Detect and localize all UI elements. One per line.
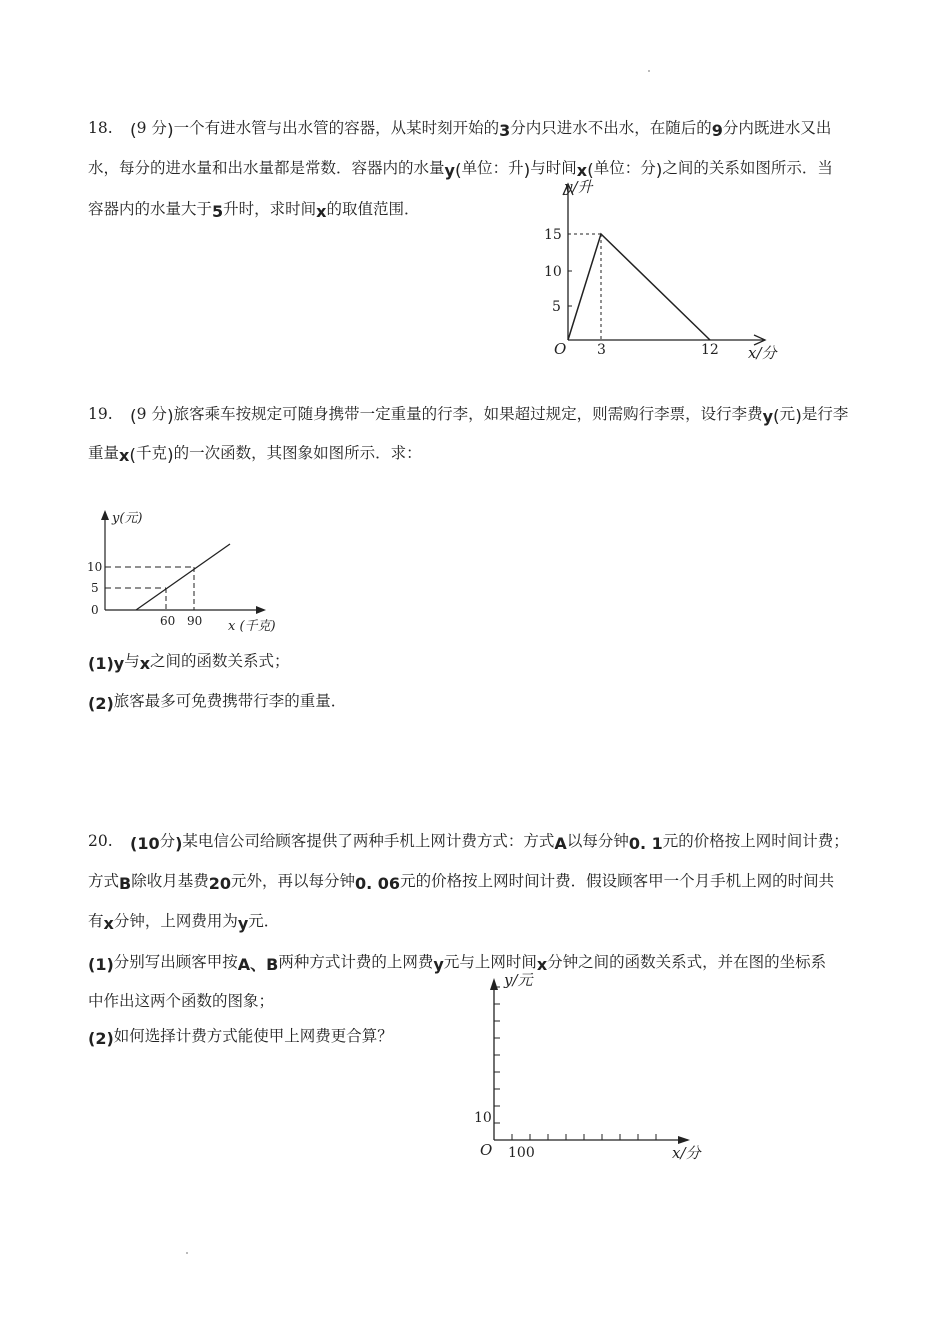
q18-x-label: x/分 [748, 344, 777, 362]
q19-line-1: 19. (9 分)旅客乘车按规定可随身携带一定重量的行李，如果超过规定，则需购行李票，设行李费y(元)是行李 [88, 405, 849, 427]
q20-sub-2: (2)如何选择计费方式能使甲上网费更合算？ [88, 1027, 393, 1048]
q20-chart [466, 968, 716, 1168]
q20-x-arrow [678, 1136, 690, 1144]
q18-score: 9 分 [136, 119, 167, 137]
q18-line-3: 容器内的水量大于5升时，求时间x的取值范围． [88, 200, 420, 221]
q19-graph-line [136, 544, 230, 610]
q19-chart [84, 506, 284, 638]
q20-line-1: 20. (10分)某电信公司给顾客提供了两种手机上网计费方式：方式A以每分钟0. 1元的价格按上网时间计费； [88, 832, 849, 853]
q20-number: 20. [88, 832, 113, 850]
q19-score: 9 分 [136, 405, 167, 423]
q19-ytick-label: 10 [87, 560, 103, 574]
q18-xtick-label: 3 [597, 342, 606, 358]
q18-ytick-label: 5 [552, 299, 561, 315]
q19-x-arrow [256, 606, 266, 614]
q20-ytick-label: 10 [474, 1110, 492, 1126]
q18-origin: O [554, 340, 567, 358]
q18-xtick-label: 12 [701, 342, 719, 358]
q19-line-2: 重量x(千克)的一次函数，其图象如图所示．求： [88, 444, 422, 466]
q20-y-arrow [490, 978, 498, 990]
q18-line-2: 水，每分的进水量和出水量都是常数．容器内的水量y(单位：升)与时间x(单位：分)之间的关系如图所示．当 [88, 159, 833, 181]
q20-score: 10 [137, 834, 160, 853]
page-speck [186, 1252, 188, 1254]
q20-line-2: 方式B除收月基费20元外，再以每分钟0. 06元的价格按上网时间计费．假设顾客甲一个月手机上网的时间共 [88, 872, 835, 893]
page-speck [648, 70, 650, 72]
q19-xtick-label: 90 [187, 614, 203, 628]
q20-sub-1: (1)分别写出顾客甲按A、B两种方式计费的上网费y元与上网时间x分钟之间的函数关系式，并在图的坐标系 [88, 953, 827, 974]
q18-graph-line [568, 234, 710, 340]
q18-line-1: 18. (9 分)一个有进水管与出水管的容器，从某时刻开始的3分内只进水不出水，在随后的9分内既进水又出 [88, 119, 832, 141]
q19-y-arrow [101, 510, 109, 520]
q18-number: 18. [88, 119, 113, 137]
q19-y-label: y(元) [112, 511, 143, 526]
q19-number: 19. [88, 405, 113, 423]
q18-ytick-label: 15 [544, 227, 562, 243]
q19-x-label: x (千克) [228, 619, 276, 634]
q19-sub-2: (2)旅客最多可免费携带行李的重量． [88, 692, 347, 713]
q20-line-3: 有x分钟，上网费用为y元． [88, 912, 280, 933]
q19-xtick-label: 60 [160, 614, 176, 628]
q18-ytick-label: 10 [544, 264, 562, 280]
q19-ytick-label: 5 [91, 581, 99, 595]
q20-x-label: x/分 [672, 1144, 701, 1162]
q20-y-label: y/元 [504, 971, 533, 989]
q18-chart [540, 176, 790, 366]
q19-sub-1: (1)y与x之间的函数关系式； [88, 652, 290, 673]
q20-sub-1-cont: 中作出这两个函数的图象； [88, 992, 275, 1010]
q20-origin: O [480, 1141, 493, 1159]
q18-y-label: y/升 [564, 178, 593, 196]
q19-ytick-label: 0 [91, 603, 99, 617]
q20-xtick-label: 100 [508, 1145, 535, 1161]
